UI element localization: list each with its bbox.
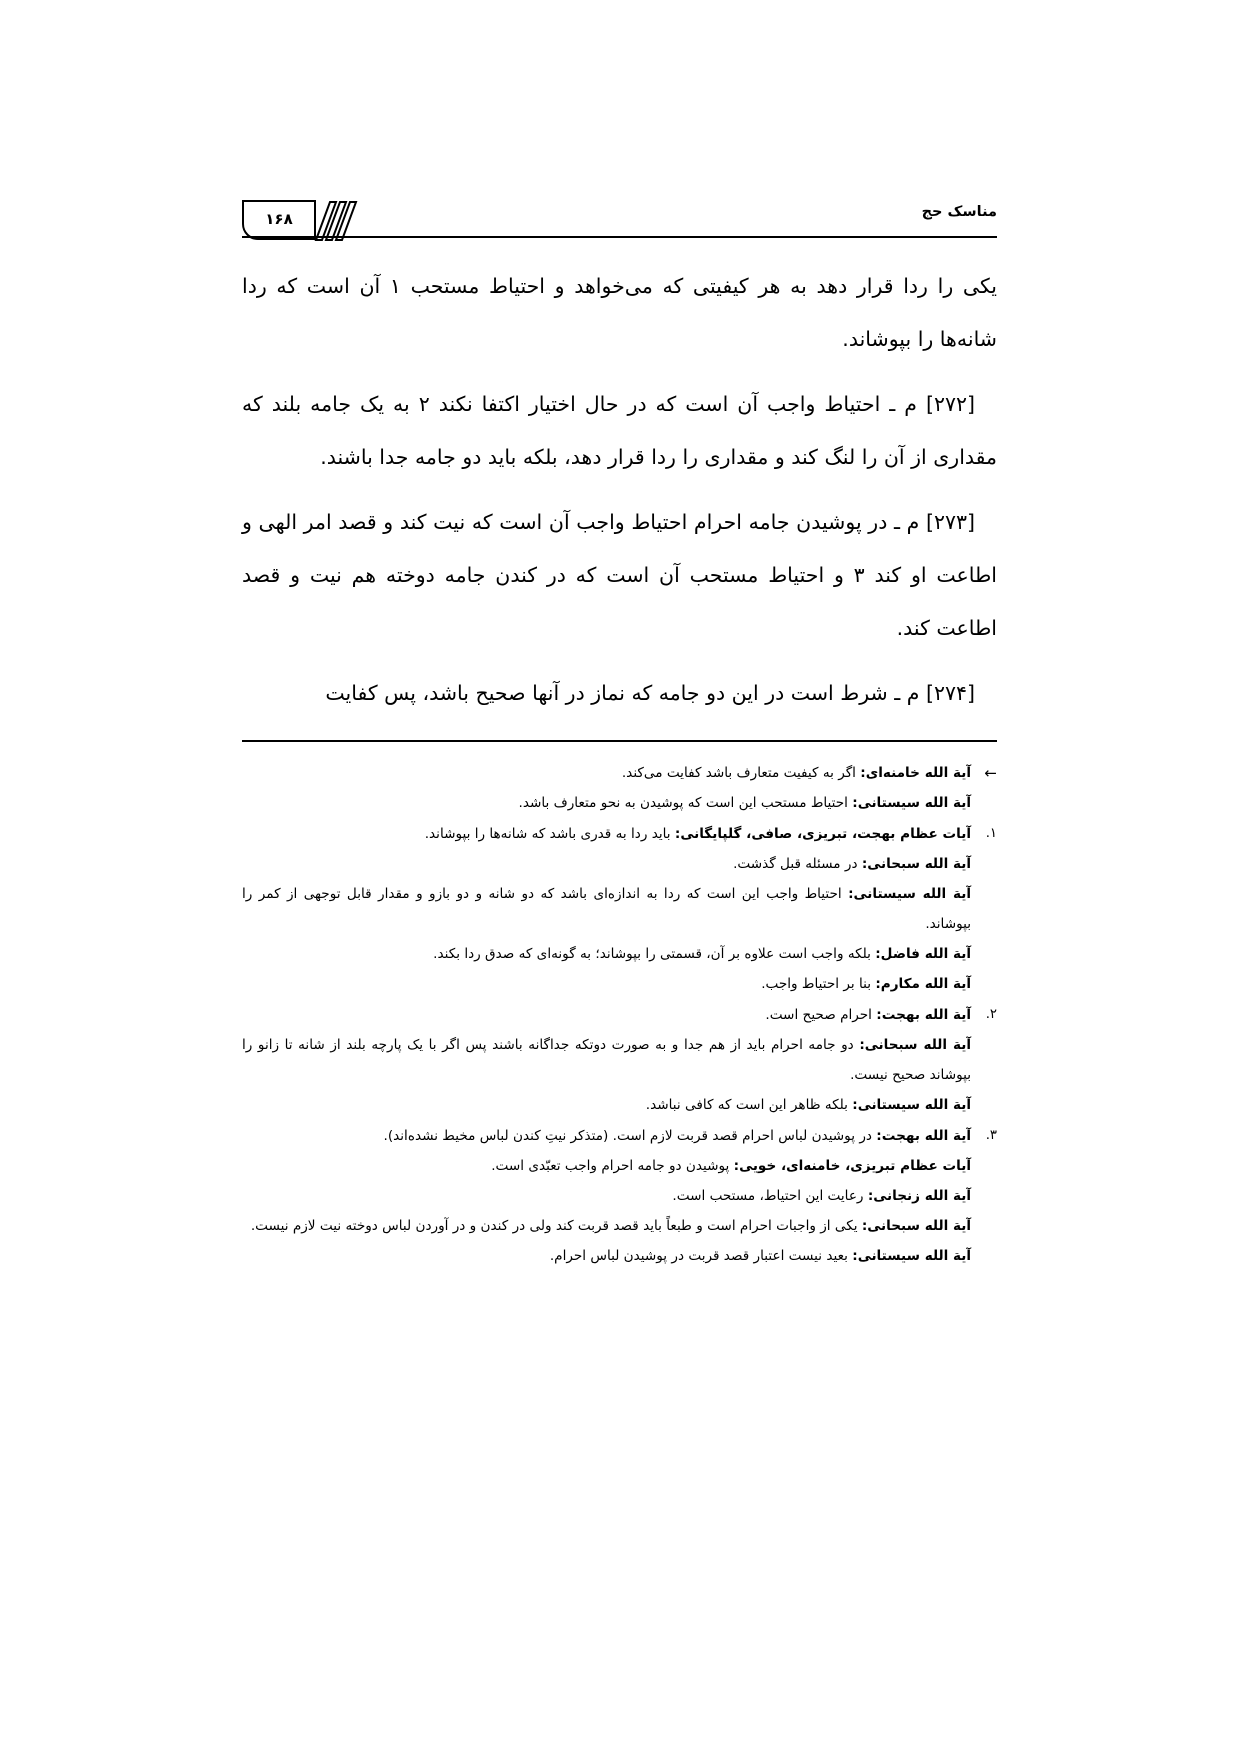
page-content: [242, 196, 997, 1272]
authority-name: آیة الله بهجت:: [876, 1007, 971, 1023]
footnote-marker-2: ۲.: [985, 1007, 997, 1022]
authority-ruling: احتیاط مستحب این است که پوشیدن به نحو متعارف باشد.: [518, 795, 848, 811]
authority-ruling: بلکه واجب است علاوه بر آن، قسمتی را بپوشاند؛ به گونه‌ای که صدق ردا بکند.: [433, 946, 871, 962]
authority-ruling: پوشیدن دو جامه احرام واجب تعبّدی است.: [491, 1158, 730, 1174]
authority-ruling: در مسئله قبل گذشت.: [733, 856, 858, 872]
body-text: [242, 260, 997, 720]
footnote-line: [242, 1181, 971, 1211]
footnote-line: [242, 1000, 971, 1030]
footnote-group-3: [242, 1121, 997, 1271]
authority-ruling: بنا بر احتیاط واجب.: [761, 976, 871, 992]
authority-name: آیة الله سیستانی:: [848, 886, 971, 902]
authority-name: آیات عظام بهجت، تبریزی، صافی، گلپایگانی:: [674, 826, 971, 842]
footnote-block: [242, 758, 997, 1271]
paragraph-273: [۲۷۳] م ـ در پوشیدن جامه احرام احتیاط واجب آن است که نیت کند و قصد امر الهی و اطاعت او کند ٣ و احتیاط مستحب آن است که در کندن جامه دوخته هم نیت و قصد اطاعت کند.: [242, 510, 997, 640]
authority-name: آیة الله خامنه‌ای:: [860, 765, 971, 781]
footnote-line: [242, 1151, 971, 1181]
footnote-line: [242, 819, 971, 849]
running-header: [242, 196, 997, 242]
footnote-line: [242, 879, 971, 939]
page-number-badge: [242, 200, 316, 240]
authority-name: آیات عظام تبریزی، خامنه‌ای، خویی:: [733, 1158, 971, 1174]
authority-name: آیة الله فاضل:: [875, 946, 971, 962]
footnote-group-1: [242, 819, 997, 999]
header-divider: [242, 236, 997, 238]
authority-name: آیة الله سبحانی:: [861, 1218, 971, 1234]
authority-ruling: احرام صحیح است.: [765, 1007, 872, 1023]
footnote-line: [242, 1211, 971, 1241]
paragraph-274: [۲۷۴] م ـ شرط است در این دو جامه که نماز در آنها صحیح باشد، پس کفایت: [325, 681, 975, 705]
page-number-value: ۱۶۸: [265, 209, 293, 228]
footnote-marker-1: ۱.: [985, 826, 997, 841]
footnote-line: [242, 758, 971, 788]
authority-name: آیة الله بهجت:: [876, 1128, 971, 1144]
footnote-line: [242, 849, 971, 879]
footnote-arrow-icon: ←: [984, 764, 997, 782]
authority-name: آیة الله سبحانی:: [861, 856, 971, 872]
paragraph-continued: یکی را ردا قرار دهد به هر کیفیتی که می‌خواهد و احتیاط مستحب ١ آن است که ردا شانه‌ها را بپوشاند.: [242, 274, 997, 351]
authority-name: آیة الله سیستانی:: [852, 1248, 971, 1264]
authority-ruling: دو جامه احرام باید از هم جدا و به صورت دوتکه جداگانه باشند پس اگر با یک پارچه بلند از شانه تا زانو را بپوشاند صحیح نیست.: [242, 1037, 971, 1083]
authority-name: آیة الله زنجانی:: [867, 1188, 971, 1204]
authority-name: آیة الله مکارم:: [875, 976, 971, 992]
paragraph-272: [۲۷۲] م ـ احتیاط واجب آن است که در حال اختیار اکتفا نکند ٢ به یک جامه بلند که مقداری از آن را لنگ کند و مقداری را ردا قرار دهد، بلکه باید دو جامه جدا باشند.: [242, 392, 997, 469]
footnote-line: [242, 788, 971, 818]
authority-ruling: باید ردا به قدری باشد که شانه‌ها را بپوشاند.: [424, 826, 671, 842]
footnote-divider: [242, 740, 997, 742]
authority-name: آیة الله سبحانی:: [859, 1037, 971, 1053]
footnote-line: [242, 1121, 971, 1151]
authority-ruling: بعید نیست اعتبار قصد قربت در پوشیدن لباس احرام.: [549, 1248, 848, 1264]
footnote-group-arrow: [242, 758, 997, 818]
authority-ruling: اگر به کیفیت متعارف باشد کفایت می‌کند.: [621, 765, 856, 781]
footnote-line: [242, 969, 971, 999]
authority-name: آیة الله سیستانی:: [852, 1097, 971, 1113]
authority-ruling: یکی از واجبات احرام است و طبعاً باید قصد قربت کند ولی در کندن و در آوردن لباس دوخته نیت لازم نیست.: [250, 1218, 858, 1234]
footnote-line: [242, 1030, 971, 1090]
authority-ruling: در پوشیدن لباس احرام قصد قربت لازم است. (متذکر نیتِ کندن لباس مخیط نشده‌اند).: [383, 1128, 872, 1144]
authority-ruling: رعایت این احتیاط، مستحب است.: [672, 1188, 864, 1204]
footnote-line: [242, 939, 971, 969]
authority-ruling: بلکه ظاهر این است که کافی نباشد.: [645, 1097, 848, 1113]
footnote-line: [242, 1241, 971, 1271]
footnote-line: [242, 1090, 971, 1120]
footnote-group-2: [242, 1000, 997, 1120]
authority-name: آیة الله سیستانی:: [852, 795, 971, 811]
header-book-title: مناسک حج: [921, 204, 997, 220]
authority-ruling: احتیاط واجب این است که ردا به اندازه‌ای باشد که دو شانه و دو بازو و مقدار قابل توجهی از کمر را بپوشاند.: [242, 886, 971, 932]
footnote-marker-3: ۳.: [985, 1128, 997, 1143]
